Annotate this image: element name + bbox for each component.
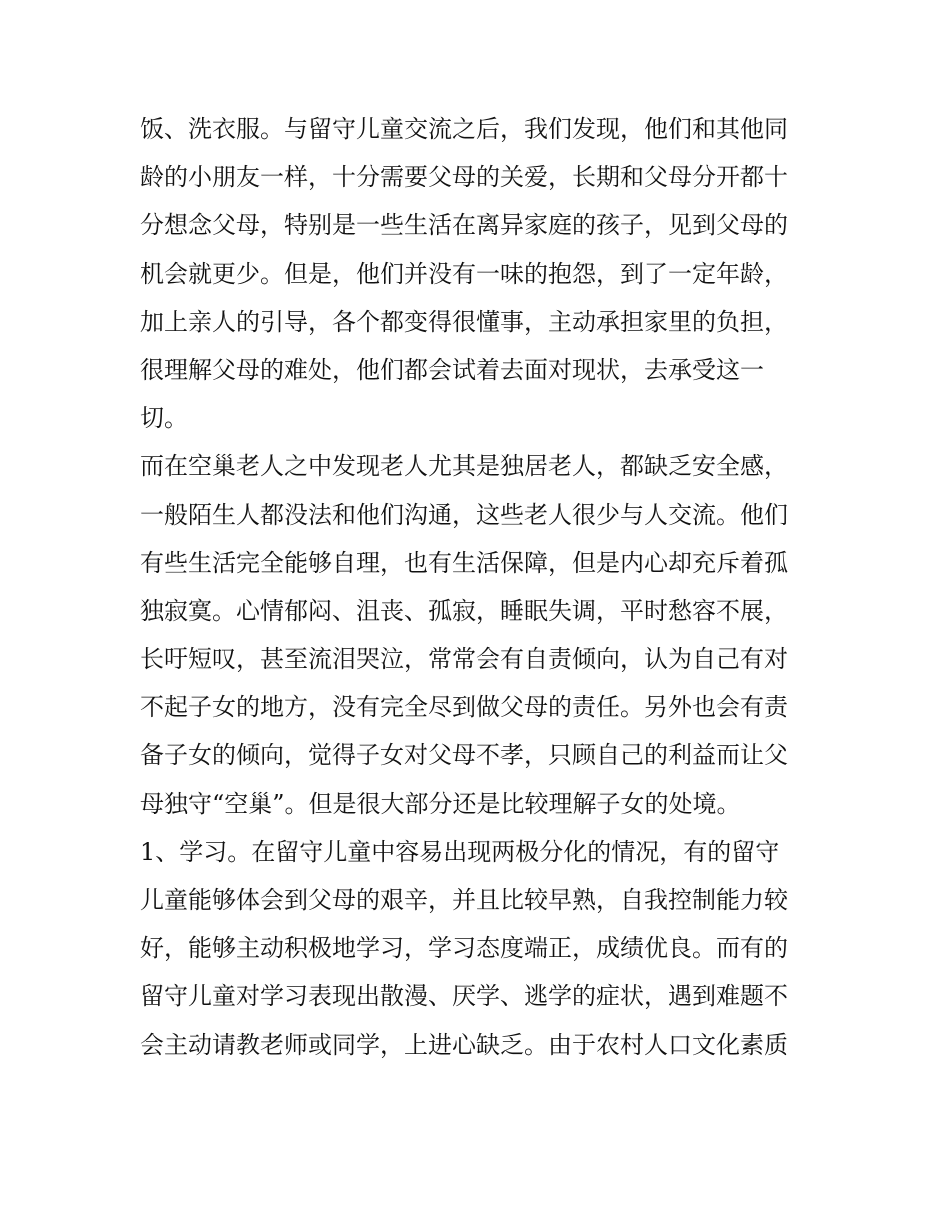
- text-line: 长吁短叹，甚至流泪哭泣，常常会有自责倾向，认为自己有对: [140, 645, 788, 674]
- text-line: 儿童能够体会到父母的艰辛，并且比较早熟，自我控制能力较: [140, 886, 788, 914]
- text-line: 很理解父母的难处，他们都会试着去面对现状，去承受这一: [140, 355, 764, 384]
- text-line: 分想念父母，特别是一些生活在离异家庭的孩子，见到父母的: [140, 211, 788, 240]
- body-text: [140, 105, 830, 1069]
- text-line: 留守儿童对学习表现出散漫、厌学、逃学的症状，遇到难题不: [140, 982, 788, 1011]
- text-line: 不起子女的地方，没有完全尽到做父母的责任。另外也会有责: [140, 693, 788, 722]
- text-line: 而在空巢老人之中发现老人尤其是独居老人，都缺乏安全感，: [140, 452, 788, 481]
- text-line: 加上亲人的引导，各个都变得很懂事，主动承担家里的负担，: [140, 307, 788, 336]
- text-line: 机会就更少。但是，他们并没有一味的抱怨，到了一定年龄，: [140, 259, 788, 288]
- text-line: 独寂寞。心情郁闷、沮丧、孤寂，睡眠失调，平时愁容不展，: [140, 596, 788, 625]
- text-line: 有些生活完全能够自理，也有生活保障，但是内心却充斥着孤: [140, 548, 788, 577]
- text-line: 切。: [140, 404, 188, 433]
- text-line: 龄的小朋友一样，十分需要父母的关爱，长期和父母分开都十: [140, 163, 788, 192]
- text-line: 会主动请教老师或同学，上进心缺乏。由于农村人口文化素质: [140, 1030, 788, 1059]
- text-line: 一般陌生人都没法和他们沟通，这些老人很少与人交流。他们: [140, 500, 788, 529]
- text-line: 母独守“空巢”。但是很大部分还是比较理解子女的处境。: [140, 789, 741, 818]
- text-line: 饭、洗衣服。与留守儿童交流之后，我们发现，他们和其他同: [140, 115, 788, 143]
- text-line: 好，能够主动积极地学习，学习态度端正，成绩优良。而有的: [140, 934, 788, 963]
- text-line: 备子女的倾向，觉得子女对父母不孝，只顾自己的利益而让父: [140, 741, 788, 770]
- text-line: 1、学习。在留守儿童中容易出现两极分化的情况，有的留守: [140, 837, 780, 866]
